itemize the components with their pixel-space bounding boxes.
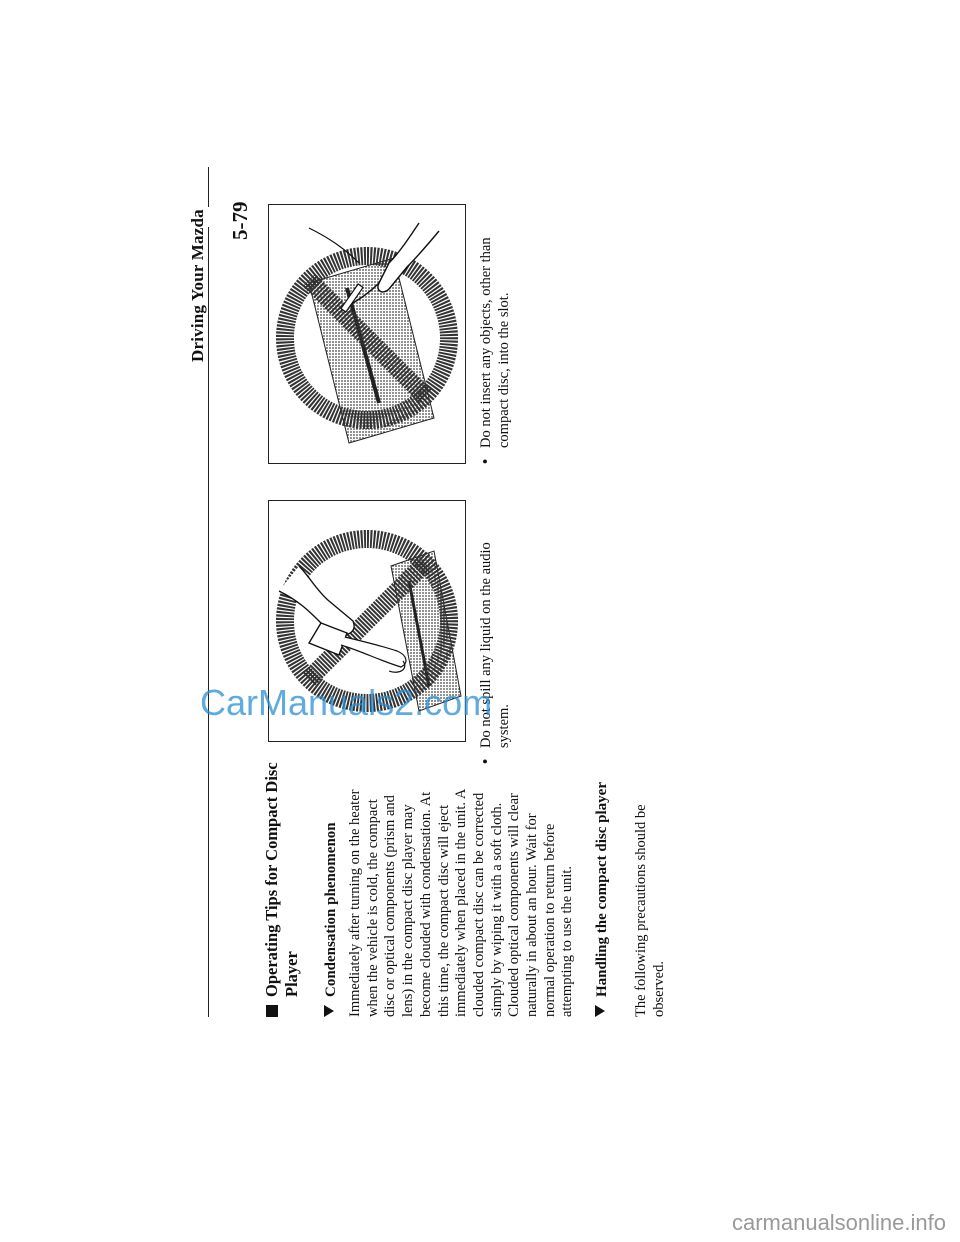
paragraph-line: when the vehicle is cold, the compact xyxy=(364,799,381,1017)
triangle-bullet-icon xyxy=(595,1005,605,1017)
header-rule-left xyxy=(208,227,209,1017)
caption-line: Do not insert any objects, other than xyxy=(478,237,494,448)
paragraph-line: attempting to use the unit. xyxy=(559,865,576,1017)
caption-line: compact disc, into the slot. xyxy=(495,292,512,448)
paragraph-line: lens) in the compact disc player may xyxy=(400,804,417,1017)
paragraph-line: this time, the compact disc will eject xyxy=(435,804,452,1017)
paragraph-line: observed. xyxy=(650,961,667,1017)
paragraph-line: naturally in about an hour. Wait for xyxy=(524,813,541,1017)
watermark-center: CarManuals2.com xyxy=(200,682,493,723)
condensation-heading-text: Condensation phenomenon xyxy=(323,822,339,997)
paragraph-line: The following precautions should be xyxy=(633,804,649,1017)
paragraph-line: immediately when placed in the unit. A xyxy=(453,788,470,1017)
handling-heading xyxy=(593,697,612,1017)
header-rule-right xyxy=(208,167,209,207)
paragraph-line: become clouded with condensation. At xyxy=(417,791,434,1017)
header-title: Driving Your Mazda xyxy=(188,209,207,362)
paragraph-line: Clouded optical components will clear xyxy=(506,793,523,1017)
page-number: 5-79 xyxy=(228,201,252,240)
handling-heading-text: Handling the compact disc player xyxy=(594,781,610,997)
condensation-paragraph xyxy=(347,697,577,1017)
section-heading xyxy=(262,717,302,1017)
round-bullet-icon: • xyxy=(478,758,494,764)
section-heading-line2: Player xyxy=(282,951,301,997)
round-bullet-icon: • xyxy=(478,458,494,464)
condensation-heading xyxy=(322,717,341,1017)
figure-no-objects xyxy=(268,204,466,464)
paragraph-line: clouded compact disc can be corrected xyxy=(470,792,487,1017)
triangle-bullet-icon xyxy=(324,1005,334,1017)
square-bullet-icon xyxy=(266,1005,278,1017)
caption-no-objects xyxy=(478,168,513,464)
no-objects-icon xyxy=(269,205,465,463)
paragraph-line: normal operation to return before xyxy=(541,823,558,1017)
caption-line: Do not spill any liquid on the audio xyxy=(478,542,494,748)
section-heading-line1: Operating Tips for Compact Disc xyxy=(262,762,281,997)
footer-watermark[interactable]: carmanualsonline.info xyxy=(731,1210,946,1235)
caption-line: system. xyxy=(495,704,512,748)
paragraph-line: simply by wiping it with a soft cloth. xyxy=(488,802,505,1017)
paragraph-line: disc or optical components (prism and xyxy=(382,795,399,1017)
handling-paragraph xyxy=(633,697,668,1017)
paragraph-line: Immediately after turning on the heater xyxy=(347,789,363,1017)
